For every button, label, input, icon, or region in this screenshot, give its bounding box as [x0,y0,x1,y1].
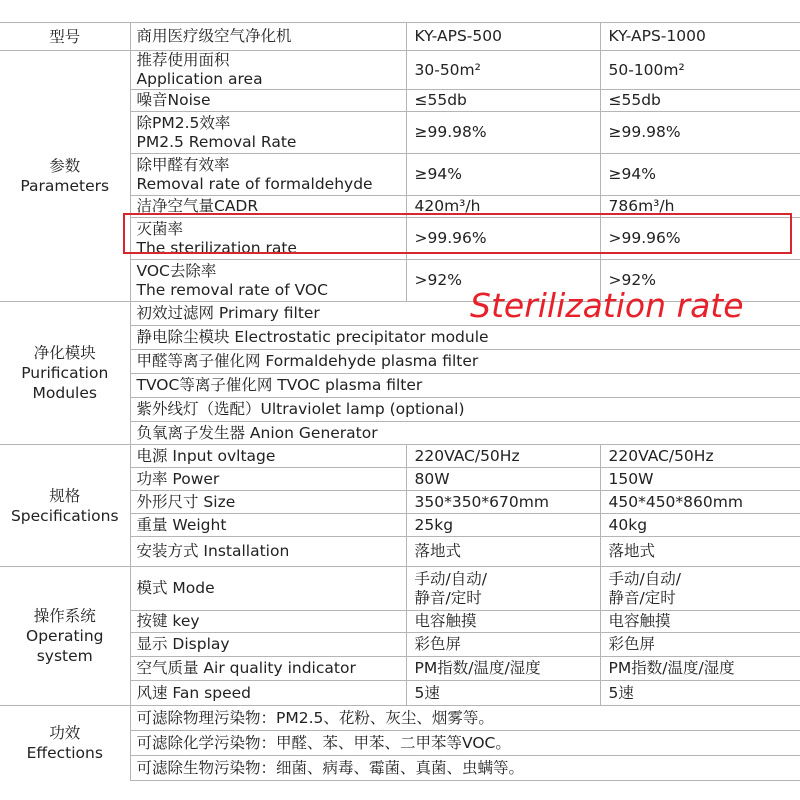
table-row [0,445,800,468]
row-label: 空气质量 Air quality indicator [130,657,406,681]
row-label: 模式 Mode [130,567,406,611]
value-b: 40kg [600,514,800,537]
header-model-b: KY-APS-1000 [600,23,800,51]
row-label-cn: VOC去除率 [136,261,217,280]
group-operating [0,567,130,706]
group-parameters [0,51,130,302]
value-a: 80W [406,468,600,491]
table-row [0,567,800,611]
value-a: 30-50m² [406,51,600,90]
module-item: TVOC等离子催化网 TVOC plasma filter [130,374,800,398]
group-label-en: Specifications [10,506,119,525]
row-label-cn: 除PM2.5效率 [136,113,231,132]
value-a: 350*350*670mm [406,491,600,514]
value-a: 彩色屏 [406,633,600,657]
group-label-en: system [36,647,93,665]
row-label: 外形尺寸 Size [130,491,406,514]
row-label [130,260,406,302]
table-row [0,706,800,731]
value-b: 彩色屏 [600,633,800,657]
group-label-cn: 操作系统 [33,607,96,625]
value-a: 落地式 [406,537,600,567]
row-label: 风速 Fan speed [130,681,406,706]
module-item: 紫外线灯（选配）Ultraviolet lamp (optional) [130,398,800,422]
header-model-a: KY-APS-500 [406,23,600,51]
row-label [130,112,406,154]
row-label: 显示 Display [130,633,406,657]
group-label-cn: 参数 [49,157,81,175]
value-b: 150W [600,468,800,491]
value-a: 25kg [406,514,600,537]
value-b: 450*450*860mm [600,491,800,514]
value-b: PM指数/温度/湿度 [600,657,800,681]
table-row [0,51,800,90]
value-a-line: 手动/自动/ [414,569,487,588]
row-label [130,154,406,196]
value-b: 落地式 [600,537,800,567]
row-label: 功率 Power [130,468,406,491]
group-label-cn: 功效 [49,724,81,743]
row-label-cn: 灭菌率 [136,219,184,238]
module-item: 甲醛等离子催化网 Formaldehyde plasma filter [130,350,800,374]
row-label-en: The removal rate of VOC [136,280,328,299]
value-b: >92% [600,260,800,302]
group-specifications [0,445,130,567]
effection-item: 可滤除化学污染物：甲醛、苯、甲苯、二甲苯等VOC。 [130,731,800,756]
group-label-cn: 规格 [49,486,81,505]
value-a: 220VAC/50Hz [406,445,600,468]
value-b: 786m³/h [600,196,800,218]
value-b-line: 静音/定时 [608,588,676,607]
value-b: ≥94% [600,154,800,196]
value-a: >92% [406,260,600,302]
group-label-en: Operating [26,627,104,645]
sterilization-rate-caption: Sterilization rate [470,286,744,325]
group-purification [0,302,130,445]
value-b: 5速 [600,681,800,706]
effection-item: 可滤除生物污染物：细菌、病毒、霉菌、真菌、虫螨等。 [130,756,800,781]
value-a: 电容触摸 [406,611,600,633]
value-a-line: 静音/定时 [414,588,482,607]
value-a: 420m³/h [406,196,600,218]
row-label-en: Removal rate of formaldehyde [136,174,373,193]
sterilization-highlight-box [123,213,792,254]
value-a: 5速 [406,681,600,706]
module-item: 静电除尘模块 Electrostatic precipitator module [130,326,800,350]
row-label: 重量 Weight [130,514,406,537]
value-b [600,567,800,611]
row-label: 洁净空气量CADR [130,196,406,218]
value-b: >99.96% [600,218,800,260]
group-label-en: Purification [21,364,109,382]
value-a: >99.96% [406,218,600,260]
header-model-label: 型号 [0,23,130,51]
group-label-en: Effections [26,744,103,763]
spec-table [0,22,800,781]
header-row [0,23,800,51]
value-b: 电容触摸 [600,611,800,633]
value-b: 220VAC/50Hz [600,445,800,468]
group-label-en: Modules [32,384,97,402]
header-product-name: 商用医疗级空气净化机 [130,23,406,51]
module-item: 初效过滤网 Primary filter [130,302,800,326]
row-label-en: Application area [136,70,263,88]
value-b: ≥99.98% [600,112,800,154]
group-label-en: Parameters [20,177,110,195]
value-b: 50-100m² [600,51,800,90]
row-label: 电源 Input ovltage [130,445,406,468]
value-b: ≤55db [600,90,800,112]
value-a: ≥99.98% [406,112,600,154]
group-label-cn: 净化模块 [33,344,96,362]
row-label: 安装方式 Installation [130,537,406,567]
value-a: ≤55db [406,90,600,112]
row-label: 噪音Noise [130,90,406,112]
value-a: ≥94% [406,154,600,196]
row-label [130,51,406,90]
value-a [406,567,600,611]
row-label: 按键 key [130,611,406,633]
row-label-en: PM2.5 Removal Rate [136,132,297,151]
row-label-cn: 推荐使用面积 [136,51,230,69]
value-a: PM指数/温度/湿度 [406,657,600,681]
group-effections [0,706,130,781]
value-b-line: 手动/自动/ [608,569,681,588]
effection-item: 可滤除物理污染物：PM2.5、花粉、灰尘、烟雾等。 [130,706,800,731]
row-label-cn: 除甲醛有效率 [136,155,230,174]
row-label-en: The sterilization rate [136,238,297,257]
module-item: 负氧离子发生器 Anion Generator [130,422,800,445]
